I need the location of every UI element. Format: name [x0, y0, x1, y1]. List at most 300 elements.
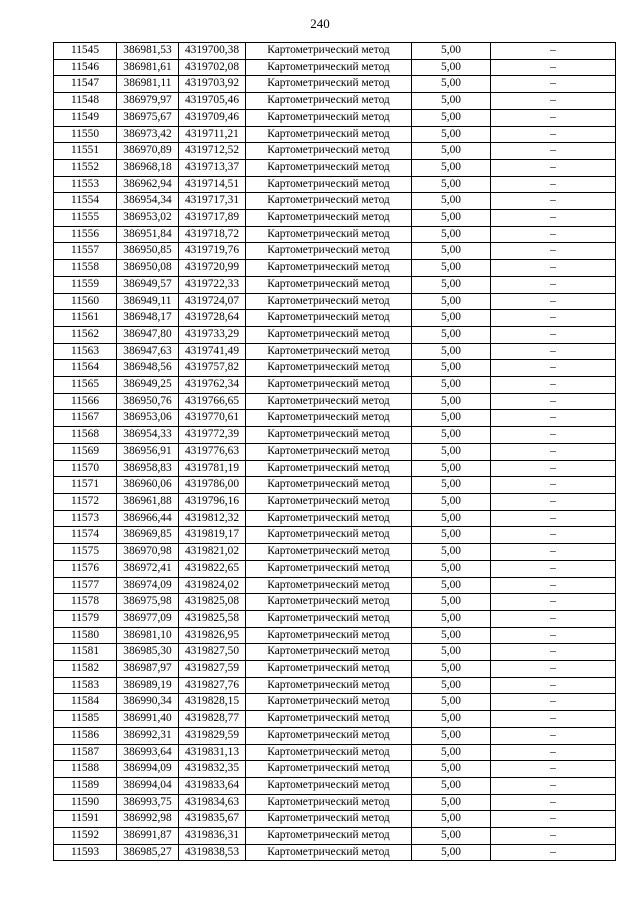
method-cell: Картометрический метод [246, 761, 412, 778]
method-cell: Картометрический метод [246, 510, 412, 527]
x-coordinate-cell: 386979,97 [117, 93, 179, 110]
point-number-cell: 11574 [54, 527, 117, 544]
table-row [54, 711, 616, 728]
y-coordinate-cell: 4319733,29 [179, 326, 246, 343]
accuracy-cell: 5,00 [412, 677, 491, 694]
point-number-cell: 11551 [54, 143, 117, 160]
point-number-cell: 11576 [54, 560, 117, 577]
y-coordinate-cell: 4319829,59 [179, 727, 246, 744]
x-coordinate-cell: 386994,09 [117, 761, 179, 778]
point-number-cell: 11556 [54, 226, 117, 243]
table-row [54, 527, 616, 544]
note-cell: – [491, 828, 616, 845]
table-row [54, 644, 616, 661]
point-number-cell: 11568 [54, 427, 117, 444]
page-number: 240 [310, 16, 330, 31]
y-coordinate-cell: 4319762,34 [179, 377, 246, 394]
x-coordinate-cell: 386969,85 [117, 527, 179, 544]
y-coordinate-cell: 4319828,77 [179, 711, 246, 728]
y-coordinate-cell: 4319834,63 [179, 794, 246, 811]
accuracy-cell: 5,00 [412, 293, 491, 310]
x-coordinate-cell: 386992,31 [117, 727, 179, 744]
method-cell: Картометрический метод [246, 727, 412, 744]
x-coordinate-cell: 386958,83 [117, 460, 179, 477]
x-coordinate-cell: 386968,18 [117, 159, 179, 176]
note-cell: – [491, 577, 616, 594]
method-cell: Картометрический метод [246, 694, 412, 711]
point-number-cell: 11565 [54, 377, 117, 394]
y-coordinate-cell: 4319717,31 [179, 193, 246, 210]
table-row [54, 343, 616, 360]
note-cell: – [491, 677, 616, 694]
point-number-cell: 11557 [54, 243, 117, 260]
x-coordinate-cell: 386973,42 [117, 126, 179, 143]
x-coordinate-cell: 386948,17 [117, 310, 179, 327]
y-coordinate-cell: 4319824,02 [179, 577, 246, 594]
x-coordinate-cell: 386947,63 [117, 343, 179, 360]
table-row [54, 477, 616, 494]
point-number-cell: 11545 [54, 43, 117, 60]
y-coordinate-cell: 4319827,59 [179, 661, 246, 678]
y-coordinate-cell: 4319700,38 [179, 43, 246, 60]
x-coordinate-cell: 386970,89 [117, 143, 179, 160]
table-row [54, 410, 616, 427]
note-cell: – [491, 727, 616, 744]
note-cell: – [491, 343, 616, 360]
point-number-cell: 11578 [54, 594, 117, 611]
point-number-cell: 11563 [54, 343, 117, 360]
point-number-cell: 11566 [54, 393, 117, 410]
x-coordinate-cell: 386975,67 [117, 109, 179, 126]
note-cell: – [491, 777, 616, 794]
method-cell: Картометрический метод [246, 210, 412, 227]
method-cell: Картометрический метод [246, 594, 412, 611]
accuracy-cell: 5,00 [412, 193, 491, 210]
table-row [54, 76, 616, 93]
point-number-cell: 11592 [54, 828, 117, 845]
table-row [54, 661, 616, 678]
note-cell: – [491, 76, 616, 93]
y-coordinate-cell: 4319709,46 [179, 109, 246, 126]
accuracy-cell: 5,00 [412, 644, 491, 661]
table-row [54, 360, 616, 377]
note-cell: – [491, 109, 616, 126]
x-coordinate-cell: 386985,30 [117, 644, 179, 661]
point-number-cell: 11586 [54, 727, 117, 744]
note-cell: – [491, 360, 616, 377]
table-row [54, 627, 616, 644]
note-cell: – [491, 627, 616, 644]
point-number-cell: 11589 [54, 777, 117, 794]
method-cell: Картометрический метод [246, 677, 412, 694]
y-coordinate-cell: 4319724,07 [179, 293, 246, 310]
y-coordinate-cell: 4319705,46 [179, 93, 246, 110]
note-cell: – [491, 460, 616, 477]
y-coordinate-cell: 4319786,00 [179, 477, 246, 494]
point-number-cell: 11584 [54, 694, 117, 711]
point-number-cell: 11569 [54, 443, 117, 460]
table-row [54, 243, 616, 260]
x-coordinate-cell: 386981,11 [117, 76, 179, 93]
note-cell: – [491, 276, 616, 293]
y-coordinate-cell: 4319838,53 [179, 844, 246, 861]
y-coordinate-cell: 4319822,65 [179, 560, 246, 577]
point-number-cell: 11588 [54, 761, 117, 778]
note-cell: – [491, 744, 616, 761]
table-row [54, 210, 616, 227]
point-number-cell: 11591 [54, 811, 117, 828]
table-row [54, 828, 616, 845]
table-row [54, 326, 616, 343]
table-row [54, 694, 616, 711]
note-cell: – [491, 93, 616, 110]
point-number-cell: 11590 [54, 794, 117, 811]
accuracy-cell: 5,00 [412, 59, 491, 76]
point-number-cell: 11560 [54, 293, 117, 310]
point-number-cell: 11572 [54, 493, 117, 510]
method-cell: Картометрический метод [246, 777, 412, 794]
note-cell: – [491, 610, 616, 627]
method-cell: Картометрический метод [246, 577, 412, 594]
accuracy-cell: 5,00 [412, 510, 491, 527]
table-row [54, 544, 616, 561]
table-row [54, 93, 616, 110]
y-coordinate-cell: 4319711,21 [179, 126, 246, 143]
table-row [54, 761, 616, 778]
x-coordinate-cell: 386950,85 [117, 243, 179, 260]
table-row [54, 176, 616, 193]
accuracy-cell: 5,00 [412, 310, 491, 327]
point-number-cell: 11567 [54, 410, 117, 427]
x-coordinate-cell: 386949,25 [117, 377, 179, 394]
table-row [54, 109, 616, 126]
y-coordinate-cell: 4319836,31 [179, 828, 246, 845]
accuracy-cell: 5,00 [412, 326, 491, 343]
x-coordinate-cell: 386975,98 [117, 594, 179, 611]
accuracy-cell: 5,00 [412, 360, 491, 377]
method-cell: Картометрический метод [246, 427, 412, 444]
x-coordinate-cell: 386993,75 [117, 794, 179, 811]
note-cell: – [491, 694, 616, 711]
note-cell: – [491, 59, 616, 76]
y-coordinate-cell: 4319781,19 [179, 460, 246, 477]
y-coordinate-cell: 4319766,65 [179, 393, 246, 410]
x-coordinate-cell: 386947,80 [117, 326, 179, 343]
method-cell: Картометрический метод [246, 744, 412, 761]
note-cell: – [491, 326, 616, 343]
point-number-cell: 11570 [54, 460, 117, 477]
method-cell: Картометрический метод [246, 627, 412, 644]
method-cell: Картометрический метод [246, 59, 412, 76]
method-cell: Картометрический метод [246, 844, 412, 861]
x-coordinate-cell: 386981,10 [117, 627, 179, 644]
point-number-cell: 11593 [54, 844, 117, 861]
table-row [54, 560, 616, 577]
y-coordinate-cell: 4319776,63 [179, 443, 246, 460]
note-cell: – [491, 527, 616, 544]
method-cell: Картометрический метод [246, 560, 412, 577]
point-number-cell: 11548 [54, 93, 117, 110]
method-cell: Картометрический метод [246, 360, 412, 377]
x-coordinate-cell: 386966,44 [117, 510, 179, 527]
note-cell: – [491, 193, 616, 210]
x-coordinate-cell: 386954,33 [117, 427, 179, 444]
accuracy-cell: 5,00 [412, 159, 491, 176]
table-row [54, 226, 616, 243]
note-cell: – [491, 159, 616, 176]
note-cell: – [491, 377, 616, 394]
accuracy-cell: 5,00 [412, 443, 491, 460]
x-coordinate-cell: 386960,06 [117, 477, 179, 494]
x-coordinate-cell: 386991,87 [117, 828, 179, 845]
note-cell: – [491, 761, 616, 778]
y-coordinate-cell: 4319827,50 [179, 644, 246, 661]
note-cell: – [491, 143, 616, 160]
y-coordinate-cell: 4319772,39 [179, 427, 246, 444]
note-cell: – [491, 176, 616, 193]
method-cell: Картометрический метод [246, 43, 412, 60]
accuracy-cell: 5,00 [412, 109, 491, 126]
point-number-cell: 11559 [54, 276, 117, 293]
y-coordinate-cell: 4319702,08 [179, 59, 246, 76]
y-coordinate-cell: 4319832,35 [179, 761, 246, 778]
x-coordinate-cell: 386950,76 [117, 393, 179, 410]
point-number-cell: 11579 [54, 610, 117, 627]
y-coordinate-cell: 4319770,61 [179, 410, 246, 427]
note-cell: – [491, 226, 616, 243]
note-cell: – [491, 493, 616, 510]
method-cell: Картометрический метод [246, 293, 412, 310]
x-coordinate-cell: 386954,34 [117, 193, 179, 210]
method-cell: Картометрический метод [246, 711, 412, 728]
accuracy-cell: 5,00 [412, 377, 491, 394]
note-cell: – [491, 644, 616, 661]
table-row [54, 443, 616, 460]
table-row [54, 677, 616, 694]
method-cell: Картометрический метод [246, 343, 412, 360]
y-coordinate-cell: 4319825,08 [179, 594, 246, 611]
y-coordinate-cell: 4319821,02 [179, 544, 246, 561]
accuracy-cell: 5,00 [412, 226, 491, 243]
y-coordinate-cell: 4319828,15 [179, 694, 246, 711]
table-row [54, 276, 616, 293]
note-cell: – [491, 711, 616, 728]
x-coordinate-cell: 386953,06 [117, 410, 179, 427]
note-cell: – [491, 427, 616, 444]
y-coordinate-cell: 4319833,64 [179, 777, 246, 794]
x-coordinate-cell: 386991,40 [117, 711, 179, 728]
method-cell: Картометрический метод [246, 493, 412, 510]
note-cell: – [491, 210, 616, 227]
point-number-cell: 11564 [54, 360, 117, 377]
table-row [54, 460, 616, 477]
x-coordinate-cell: 386953,02 [117, 210, 179, 227]
table-row [54, 43, 616, 60]
accuracy-cell: 5,00 [412, 527, 491, 544]
table-row [54, 493, 616, 510]
x-coordinate-cell: 386949,11 [117, 293, 179, 310]
accuracy-cell: 5,00 [412, 627, 491, 644]
method-cell: Картометрический метод [246, 226, 412, 243]
point-number-cell: 11554 [54, 193, 117, 210]
table-row [54, 510, 616, 527]
note-cell: – [491, 43, 616, 60]
table-row [54, 159, 616, 176]
method-cell: Картометрический метод [246, 460, 412, 477]
accuracy-cell: 5,00 [412, 143, 491, 160]
accuracy-cell: 5,00 [412, 176, 491, 193]
coordinates-table [53, 42, 616, 861]
point-number-cell: 11547 [54, 76, 117, 93]
method-cell: Картометрический метод [246, 393, 412, 410]
y-coordinate-cell: 4319714,51 [179, 176, 246, 193]
x-coordinate-cell: 386961,88 [117, 493, 179, 510]
table-row [54, 594, 616, 611]
method-cell: Картометрический метод [246, 377, 412, 394]
note-cell: – [491, 594, 616, 611]
method-cell: Картометрический метод [246, 477, 412, 494]
x-coordinate-cell: 386993,64 [117, 744, 179, 761]
y-coordinate-cell: 4319819,17 [179, 527, 246, 544]
point-number-cell: 11573 [54, 510, 117, 527]
x-coordinate-cell: 386956,91 [117, 443, 179, 460]
x-coordinate-cell: 386987,97 [117, 661, 179, 678]
accuracy-cell: 5,00 [412, 210, 491, 227]
x-coordinate-cell: 386989,19 [117, 677, 179, 694]
table-row [54, 794, 616, 811]
table-row [54, 377, 616, 394]
accuracy-cell: 5,00 [412, 460, 491, 477]
accuracy-cell: 5,00 [412, 343, 491, 360]
point-number-cell: 11561 [54, 310, 117, 327]
method-cell: Картометрический метод [246, 610, 412, 627]
method-cell: Картометрический метод [246, 326, 412, 343]
x-coordinate-cell: 386990,34 [117, 694, 179, 711]
y-coordinate-cell: 4319703,92 [179, 76, 246, 93]
accuracy-cell: 5,00 [412, 493, 491, 510]
accuracy-cell: 5,00 [412, 594, 491, 611]
method-cell: Картометрический метод [246, 661, 412, 678]
accuracy-cell: 5,00 [412, 844, 491, 861]
accuracy-cell: 5,00 [412, 811, 491, 828]
y-coordinate-cell: 4319720,99 [179, 260, 246, 277]
accuracy-cell: 5,00 [412, 794, 491, 811]
point-number-cell: 11549 [54, 109, 117, 126]
y-coordinate-cell: 4319826,95 [179, 627, 246, 644]
note-cell: – [491, 661, 616, 678]
note-cell: – [491, 310, 616, 327]
accuracy-cell: 5,00 [412, 243, 491, 260]
note-cell: – [491, 560, 616, 577]
table-row [54, 427, 616, 444]
method-cell: Картометрический метод [246, 310, 412, 327]
y-coordinate-cell: 4319728,64 [179, 310, 246, 327]
x-coordinate-cell: 386977,09 [117, 610, 179, 627]
accuracy-cell: 5,00 [412, 694, 491, 711]
point-number-cell: 11575 [54, 544, 117, 561]
x-coordinate-cell: 386994,04 [117, 777, 179, 794]
note-cell: – [491, 393, 616, 410]
table-row [54, 293, 616, 310]
y-coordinate-cell: 4319741,49 [179, 343, 246, 360]
point-number-cell: 11553 [54, 176, 117, 193]
x-coordinate-cell: 386970,98 [117, 544, 179, 561]
note-cell: – [491, 243, 616, 260]
point-number-cell: 11555 [54, 210, 117, 227]
table-row [54, 727, 616, 744]
note-cell: – [491, 443, 616, 460]
x-coordinate-cell: 386948,56 [117, 360, 179, 377]
note-cell: – [491, 844, 616, 861]
table-row [54, 59, 616, 76]
note-cell: – [491, 510, 616, 527]
method-cell: Картометрический метод [246, 276, 412, 293]
x-coordinate-cell: 386981,61 [117, 59, 179, 76]
note-cell: – [491, 410, 616, 427]
x-coordinate-cell: 386950,08 [117, 260, 179, 277]
point-number-cell: 11550 [54, 126, 117, 143]
point-number-cell: 11562 [54, 326, 117, 343]
accuracy-cell: 5,00 [412, 828, 491, 845]
coordinates-table-body [54, 43, 616, 861]
method-cell: Картометрический метод [246, 527, 412, 544]
x-coordinate-cell: 386974,09 [117, 577, 179, 594]
accuracy-cell: 5,00 [412, 727, 491, 744]
y-coordinate-cell: 4319835,67 [179, 811, 246, 828]
method-cell: Картометрический метод [246, 410, 412, 427]
x-coordinate-cell: 386972,41 [117, 560, 179, 577]
accuracy-cell: 5,00 [412, 276, 491, 293]
method-cell: Картометрический метод [246, 243, 412, 260]
note-cell: – [491, 260, 616, 277]
accuracy-cell: 5,00 [412, 393, 491, 410]
y-coordinate-cell: 4319719,76 [179, 243, 246, 260]
accuracy-cell: 5,00 [412, 410, 491, 427]
method-cell: Картометрический метод [246, 109, 412, 126]
accuracy-cell: 5,00 [412, 544, 491, 561]
table-row [54, 811, 616, 828]
y-coordinate-cell: 4319827,76 [179, 677, 246, 694]
y-coordinate-cell: 4319831,13 [179, 744, 246, 761]
method-cell: Картометрический метод [246, 794, 412, 811]
point-number-cell: 11546 [54, 59, 117, 76]
table-row [54, 393, 616, 410]
table-row [54, 744, 616, 761]
note-cell: – [491, 544, 616, 561]
y-coordinate-cell: 4319712,52 [179, 143, 246, 160]
table-row [54, 610, 616, 627]
note-cell: – [491, 477, 616, 494]
x-coordinate-cell: 386962,94 [117, 176, 179, 193]
accuracy-cell: 5,00 [412, 761, 491, 778]
y-coordinate-cell: 4319722,33 [179, 276, 246, 293]
point-number-cell: 11581 [54, 644, 117, 661]
method-cell: Картометрический метод [246, 644, 412, 661]
point-number-cell: 11583 [54, 677, 117, 694]
method-cell: Картометрический метод [246, 126, 412, 143]
accuracy-cell: 5,00 [412, 661, 491, 678]
method-cell: Картометрический метод [246, 143, 412, 160]
accuracy-cell: 5,00 [412, 93, 491, 110]
x-coordinate-cell: 386981,53 [117, 43, 179, 60]
accuracy-cell: 5,00 [412, 777, 491, 794]
method-cell: Картометрический метод [246, 828, 412, 845]
point-number-cell: 11587 [54, 744, 117, 761]
note-cell: – [491, 811, 616, 828]
accuracy-cell: 5,00 [412, 577, 491, 594]
accuracy-cell: 5,00 [412, 560, 491, 577]
accuracy-cell: 5,00 [412, 427, 491, 444]
